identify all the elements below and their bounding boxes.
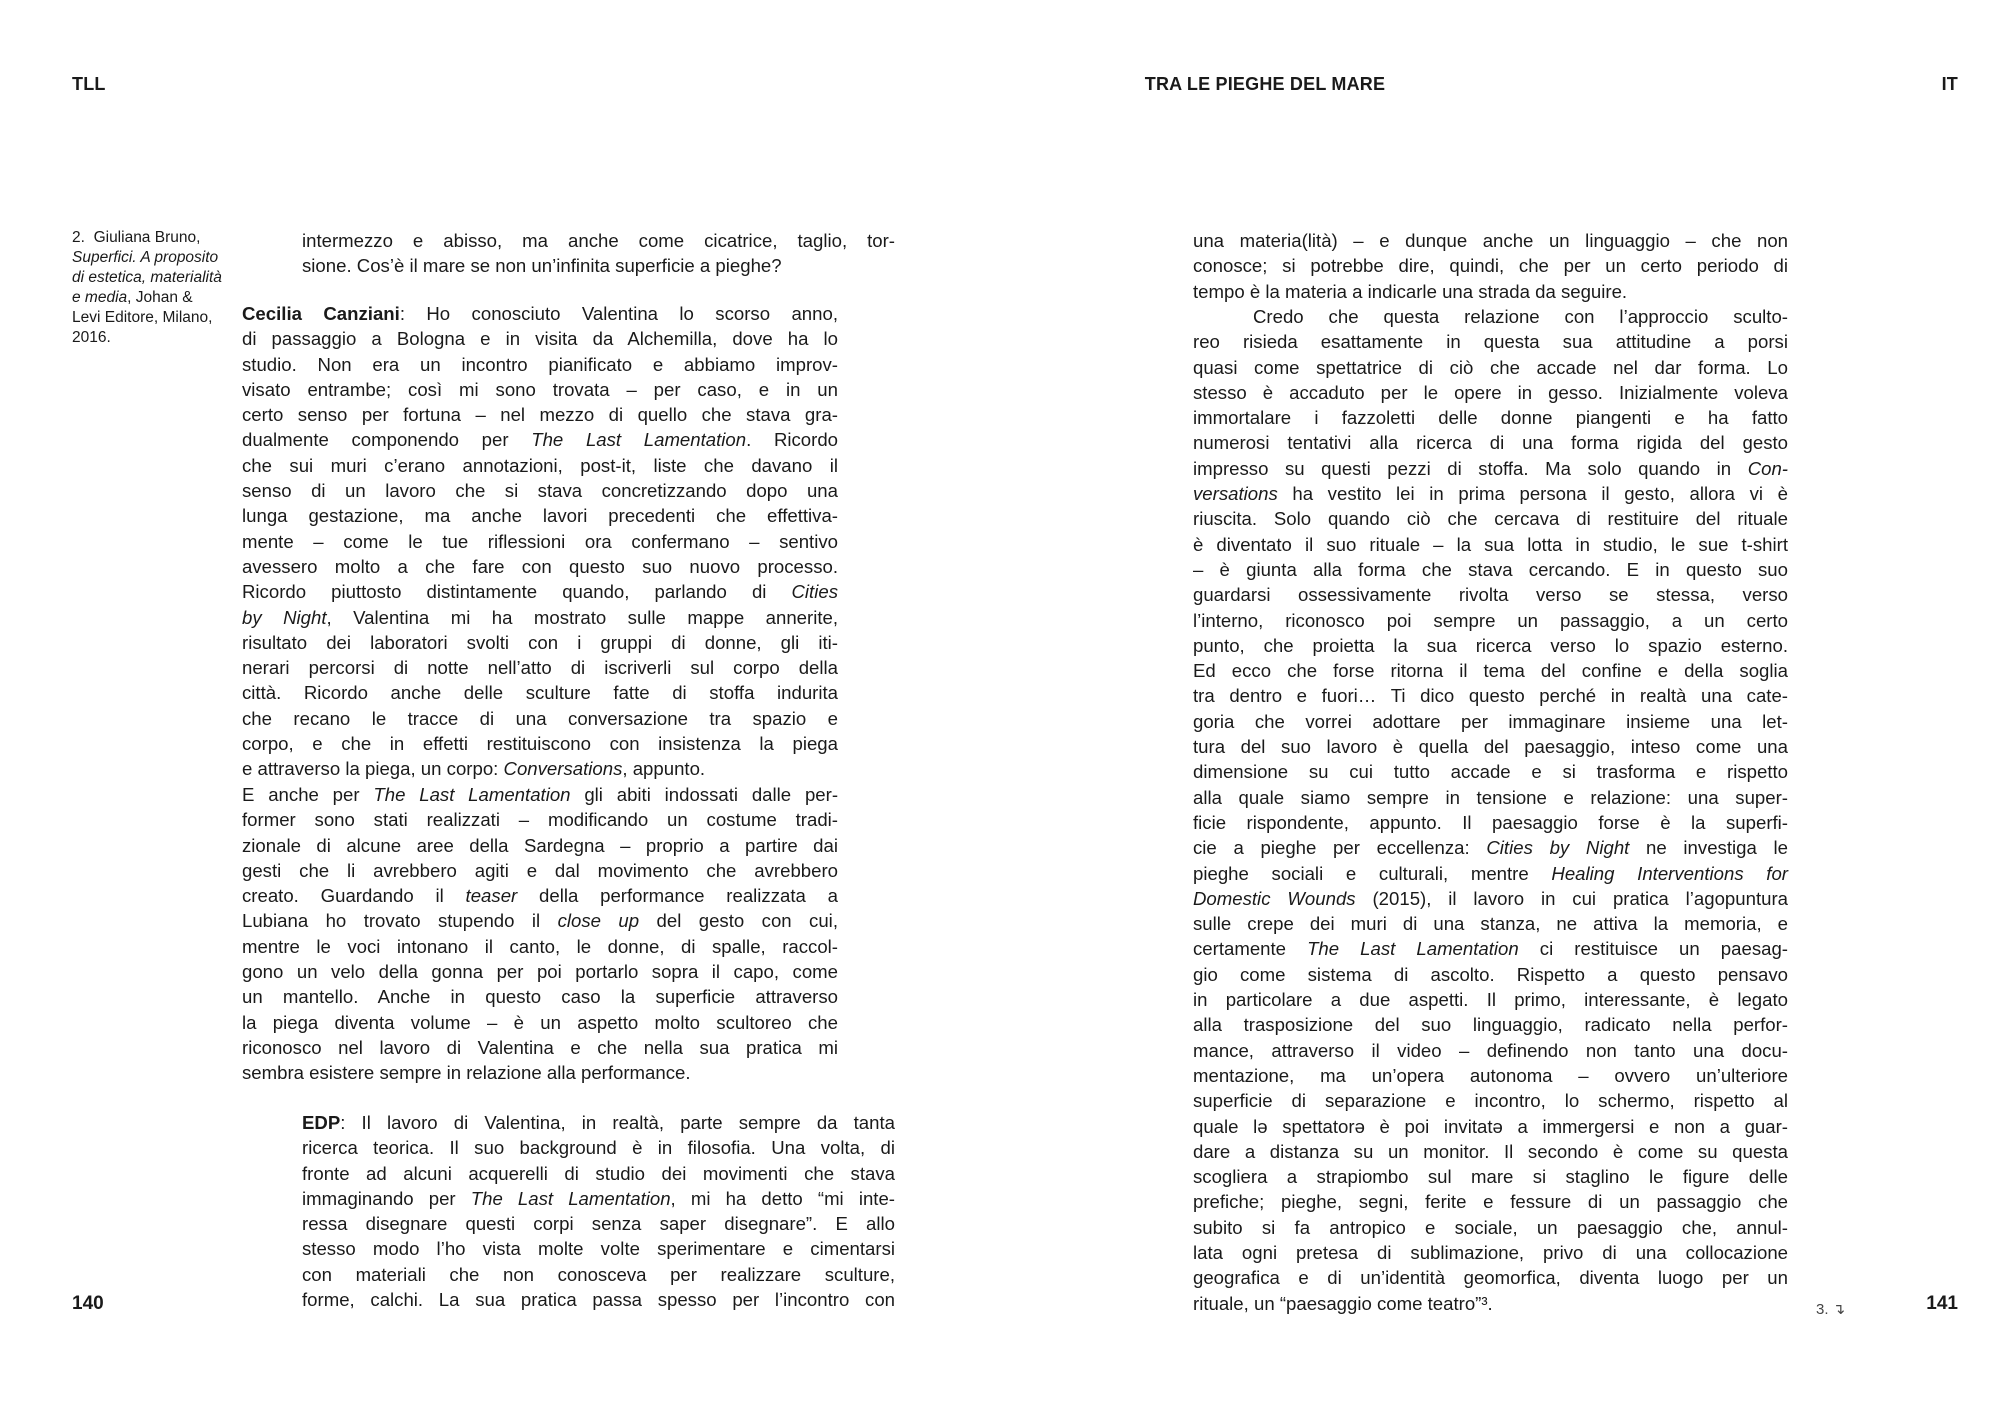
text-line xyxy=(242,807,838,832)
text-line xyxy=(1193,608,1788,633)
italic-title: Domestic Wounds xyxy=(1193,887,1356,909)
text-run: : Il lavoro di Valentina, in realtà, parte sempre da tanta xyxy=(340,1112,895,1133)
text-run: pieghe sociali e culturali, mentre xyxy=(1193,862,1552,884)
italic-title: The Last Lamentation xyxy=(1307,938,1519,960)
speaker-name: Cecilia Canziani xyxy=(242,303,400,324)
text-run: lunga gestazione, ma anche lavori precedenti che effettiva- xyxy=(242,505,838,527)
text-line xyxy=(1193,329,1788,354)
text-run: zionale di alcune aree della Sardegna – proprio a partire dai xyxy=(242,834,838,856)
text-line xyxy=(1193,633,1788,658)
text-line xyxy=(302,1236,895,1261)
text-run: intermezzo e abisso, ma anche come cicatrice, taglio, tor- xyxy=(302,230,895,251)
text-line xyxy=(1193,355,1788,380)
text-line xyxy=(1193,532,1788,557)
text-run: senso di un lavoro che si stava concretizzando dopo una xyxy=(242,480,838,502)
text-run: stesso è accaduto per le opere in gesso. Inizialmente voleva xyxy=(1193,381,1788,403)
italic-title: versations xyxy=(1193,483,1278,505)
text-line xyxy=(1193,987,1788,1012)
text-run: fronte ad alcuni acquerelli di studio dei movimenti che stava xyxy=(302,1162,895,1184)
text-line xyxy=(1193,456,1788,481)
text-line xyxy=(1193,1189,1788,1214)
text-run: dualmente componendo per xyxy=(242,429,532,451)
text-run: del gesto con cui, xyxy=(639,910,838,932)
text-run: l’interno, riconosco poi sempre un passaggio, a un certo xyxy=(1193,609,1788,631)
text-line xyxy=(1193,1038,1788,1063)
text-run: , mi ha detto “mi inte- xyxy=(670,1187,895,1209)
text-line xyxy=(1193,785,1788,810)
text-run: : Ho conosciuto Valentina lo scorso anno, xyxy=(399,303,838,324)
text-line xyxy=(1193,304,1788,329)
text-run: tra dentro e fuori… Ti dico questo perché in realtà una cate- xyxy=(1193,685,1788,707)
text-run: quale lə spettatorə è poi invitatə a immergersi e non a guar- xyxy=(1193,1115,1788,1137)
text-line xyxy=(242,782,838,807)
text-run: con materiali che non conosceva per realizzare sculture, xyxy=(302,1263,895,1285)
text-line xyxy=(1193,886,1788,911)
text-run: cie a pieghe per eccellenza: xyxy=(1193,837,1487,859)
text-line xyxy=(302,253,895,278)
text-run: è diventato il suo rituale – la sua lotta in studio, le sue t-shirt xyxy=(1193,533,1788,555)
text-line xyxy=(1193,557,1788,582)
sidenote-author: Giuliana Bruno, xyxy=(93,229,201,246)
text-run: gli abiti indossati dalle per- xyxy=(570,784,839,805)
text-run: alla quale siamo sempre in tensione e relazione: una super- xyxy=(1193,786,1788,808)
text-line xyxy=(242,731,838,756)
text-run: sione. Cos’è il mare se non un’infinita superficie a pieghe? xyxy=(302,255,782,277)
text-line xyxy=(242,1060,838,1085)
text-line xyxy=(302,1211,895,1236)
text-run: ne investiga le xyxy=(1629,837,1788,859)
text-run: , appunto. xyxy=(622,758,706,780)
text-line xyxy=(1193,228,1788,253)
italic-title: teaser xyxy=(465,885,518,907)
text-run: in particolare a due aspetti. Il primo, interessante, è legato xyxy=(1193,989,1788,1011)
text-run: sulle crepe dei muri di una stanza, ne attiva la memoria, e xyxy=(1193,913,1788,935)
text-run: la piega diventa volume – è un aspetto molto scultoreo che xyxy=(242,1011,838,1033)
text-run: quasi come spettatrice di ciò che accade nel dar forma. Lo xyxy=(1193,356,1788,378)
text-line xyxy=(1193,1012,1788,1037)
text-run: città. Ricordo anche delle sculture fatte di stoffa indurita xyxy=(242,682,838,704)
text-line xyxy=(1193,1114,1788,1139)
text-run: conosce; si potrebbe dire, quindi, che per un certo periodo di xyxy=(1193,255,1788,277)
text-run: Credo che questa relazione con l’approccio sculto- xyxy=(1253,306,1788,327)
text-line xyxy=(242,352,838,377)
text-line xyxy=(1193,759,1788,784)
text-run: , Valentina mi ha mostrato sulle mappe annerite, xyxy=(326,606,838,628)
text-run: ressa disegnare questi corpi senza saper disegnare”. E allo xyxy=(302,1213,895,1235)
text-run: – è giunta alla forma che stava cercando. E in questo suo xyxy=(1193,558,1788,580)
text-run: Lubiana ho trovato stupendo il xyxy=(242,910,558,932)
text-line xyxy=(1193,430,1788,455)
paragraph-right-1 xyxy=(1193,228,1788,304)
text-line xyxy=(1193,380,1788,405)
text-run: Ed ecco che forse ritorna il tema del confine e della soglia xyxy=(1193,660,1788,682)
text-run: (2015), il lavoro in cui pratica l’agopuntura xyxy=(1355,887,1788,909)
text-run: superficie di separazione e incontro, lo schermo, rispetto al xyxy=(1193,1090,1788,1112)
text-run: forme, calchi. La sua pratica passa spesso per l’incontro con xyxy=(302,1289,895,1311)
text-run: rituale, un “paesaggio come teatro”³. xyxy=(1193,1292,1493,1314)
text-line xyxy=(242,1035,838,1060)
text-line xyxy=(1193,253,1788,278)
paragraph-cecilia-continued xyxy=(242,782,838,1086)
text-run: mentre le voci intonano il canto, le donne, di spalle, raccol- xyxy=(242,935,838,957)
text-run: nerari percorsi di notte nell’atto di iscriverli sul corpo della xyxy=(242,657,838,679)
text-line xyxy=(1193,810,1788,835)
text-run: visato entrambe; così mi sono trovata – per caso, e in un xyxy=(242,378,838,400)
text-line xyxy=(242,984,838,1009)
text-line xyxy=(1193,405,1788,430)
text-line xyxy=(242,959,838,984)
text-line xyxy=(1193,911,1788,936)
text-run: corpo, e che in effetti restituiscono con insistenza la piega xyxy=(242,733,838,755)
text-line xyxy=(1193,658,1788,683)
text-run: impresso su questi pezzi di stoffa. Ma solo quando in xyxy=(1193,457,1748,479)
text-line xyxy=(1193,861,1788,886)
text-line xyxy=(242,579,838,604)
text-run: numerosi tentativi alla ricerca di una forma rigida del gesto xyxy=(1193,432,1788,454)
text-line xyxy=(242,655,838,680)
text-line xyxy=(242,908,838,933)
text-run: gono un velo della gonna per poi portarlo sopra il capo, come xyxy=(242,961,838,983)
text-line xyxy=(1193,709,1788,734)
text-line xyxy=(1193,582,1788,607)
italic-title: Cities by Night xyxy=(1486,837,1630,859)
text-run: riuscita. Solo quando ciò che cercava di restituire del rituale xyxy=(1193,508,1788,530)
text-line xyxy=(242,529,838,554)
italic-title: Con- xyxy=(1747,457,1788,479)
sidenote-2 xyxy=(72,228,222,348)
text-line xyxy=(302,1287,895,1312)
paragraph-cecilia xyxy=(242,301,838,782)
text-run: prefiche; pieghe, segni, ferite e fessure di un passaggio che xyxy=(1193,1191,1788,1213)
text-run: creato. Guardando il xyxy=(242,885,466,907)
italic-title: Conversations xyxy=(503,758,623,780)
text-line xyxy=(242,377,838,402)
text-line xyxy=(1193,1240,1788,1265)
text-run: gio come sistema di ascolto. Rispetto a questo pensavo xyxy=(1193,963,1788,985)
text-run: certo senso per fortuna – nel mezzo di quello che stava gra- xyxy=(242,404,838,426)
text-run: studio. Non era un incontro pianificato e abbiamo improv- xyxy=(242,353,838,375)
text-run: immortalare i fazzoletti delle donne piangenti e ha fatto xyxy=(1193,407,1788,429)
text-run: ci restituisce un paesag- xyxy=(1518,938,1788,960)
italic-title: The Last Lamentation xyxy=(470,1187,671,1209)
text-line xyxy=(242,605,838,630)
text-line xyxy=(1193,936,1788,961)
text-line xyxy=(302,1135,895,1160)
text-run: former sono stati realizzati – modificando un costume tradi- xyxy=(242,809,838,831)
text-line xyxy=(1193,279,1788,304)
text-run: lata ogni pretesa di sublimazione, privo di una collocazione xyxy=(1193,1241,1788,1263)
italic-title: The Last Lamentation xyxy=(531,429,747,451)
text-line xyxy=(1193,1139,1788,1164)
running-head-left: TLL xyxy=(72,74,106,94)
text-run: mentazione, ma un’opera autonoma – ovvero un’ulteriore xyxy=(1193,1064,1788,1086)
text-run: mente – come le tue riflessioni ora confermano – sentivo xyxy=(242,530,838,552)
text-run: dare a distanza su un monitor. Il secondo è come su questa xyxy=(1193,1140,1788,1162)
text-line xyxy=(1193,1215,1788,1240)
text-line xyxy=(242,554,838,579)
sidenote-publisher: , Johan & Levi Editore, Milano, 2016. xyxy=(72,289,213,346)
text-run: certamente xyxy=(1193,938,1308,960)
text-line xyxy=(1193,1265,1788,1290)
text-line xyxy=(242,402,838,427)
text-run: geografica e di un’identità geomorfica, diventa luogo per un xyxy=(1193,1267,1788,1289)
text-line xyxy=(242,833,838,858)
running-head-right: IT xyxy=(1941,74,1958,94)
text-line xyxy=(242,706,838,731)
text-line xyxy=(242,503,838,528)
text-line xyxy=(242,1010,838,1035)
text-line xyxy=(1193,506,1788,531)
text-run: ricerca teorica. Il suo background è in filosofia. Una volta, di xyxy=(302,1137,895,1159)
text-line xyxy=(1193,734,1788,759)
text-run: della performance realizzata a xyxy=(517,885,838,907)
paragraph-edp xyxy=(302,1110,895,1312)
text-run: un mantello. Anche in questo caso la superficie attraverso xyxy=(242,986,838,1008)
text-line xyxy=(242,630,838,655)
text-run: riconosco nel lavoro di Valentina e che nella sua pratica mi xyxy=(242,1036,838,1058)
text-run: mance, attraverso il video – definendo non tanto una docu- xyxy=(1193,1039,1788,1061)
text-line xyxy=(242,478,838,503)
text-line xyxy=(1193,481,1788,506)
text-run: immaginando per xyxy=(302,1187,471,1209)
text-line xyxy=(242,326,838,351)
text-run: tempo è la materia a indicarle una strada da seguire. xyxy=(1193,280,1628,302)
page-number-left: 140 xyxy=(72,1293,104,1314)
text-run: avessero molto a che fare con questo suo nuovo processo. xyxy=(242,555,838,577)
text-line xyxy=(1193,683,1788,708)
paragraph-right-2 xyxy=(1193,304,1788,1316)
sidenote-title: Superfici. A proposito di estetica, materialità e media xyxy=(72,249,222,306)
text-line xyxy=(302,1110,895,1135)
text-line xyxy=(302,1262,895,1287)
text-run: di passaggio a Bologna e in visita da Alchemilla, dove ha lo xyxy=(242,328,838,350)
text-line xyxy=(1193,1088,1788,1113)
text-line xyxy=(242,301,838,326)
text-run: guardarsi ossessivamente rivolta verso se stessa, verso xyxy=(1193,584,1788,606)
italic-title: The Last Lamentation xyxy=(373,784,571,805)
text-line xyxy=(1193,835,1788,860)
text-line xyxy=(1193,962,1788,987)
text-run: subito si fa antropico e sociale, un paesaggio che, annul- xyxy=(1193,1216,1788,1238)
text-run: punto, che proietta la sua ricerca verso lo spazio esterno. xyxy=(1193,634,1788,656)
page-number-right: 141 xyxy=(1926,1293,1958,1314)
text-run: . Ricordo xyxy=(746,429,839,451)
text-run: sembra esistere sempre in relazione alla performance. xyxy=(242,1062,691,1084)
text-run: tura del suo lavoro è quella del paesaggio, inteso come una xyxy=(1193,736,1788,758)
text-run: risultato dei laboratori svolti con i gruppi di donne, gli iti- xyxy=(242,631,838,653)
text-line xyxy=(242,883,838,908)
text-line xyxy=(1193,1164,1788,1189)
text-line xyxy=(242,680,838,705)
text-line xyxy=(1193,1291,1788,1316)
italic-title: Cities xyxy=(791,581,838,603)
text-line xyxy=(302,1186,895,1211)
text-line xyxy=(242,858,838,883)
italic-title: by Night xyxy=(242,606,327,628)
text-line xyxy=(242,756,838,781)
text-run: una materia(lità) – e dunque anche un linguaggio – che non xyxy=(1193,230,1788,251)
text-run: scogliera a strapiombo sul mare si staglino le figure delle xyxy=(1193,1166,1788,1188)
text-run: dimensione su cui tutto accade e si trasforma e rispetto xyxy=(1193,761,1788,783)
text-run: alla trasposizione del suo linguaggio, radicato nella perfor- xyxy=(1193,1014,1788,1036)
paragraph-intro xyxy=(302,228,895,279)
text-run: ficie rispondente, appunto. Il paesaggio forse è la superfi- xyxy=(1193,811,1788,833)
text-line xyxy=(242,427,838,452)
running-head-title: TRA LE PIEGHE DEL MARE xyxy=(1144,74,1386,94)
text-run: ha vestito lei in prima persona il gesto, allora vi è xyxy=(1277,483,1788,505)
text-line xyxy=(302,1161,895,1186)
italic-title: Healing Interventions for xyxy=(1551,862,1788,884)
sidenote-number: 2. xyxy=(72,229,85,246)
text-line xyxy=(242,453,838,478)
text-line xyxy=(302,228,895,253)
footnote-3-marker: 3. ↴ xyxy=(1816,1301,1846,1318)
text-run: e attraverso la piega, un corpo: xyxy=(242,758,504,780)
speaker-name: EDP xyxy=(302,1112,341,1133)
text-run: E anche per xyxy=(242,784,374,805)
text-run: goria che vorrei adottare per immaginare insieme una let- xyxy=(1193,710,1788,732)
text-line xyxy=(1193,1063,1788,1088)
text-run: che sui muri c’erano annotazioni, post-it, liste che davano il xyxy=(242,454,838,476)
text-run: che recano le tracce di una conversazione tra spazio e xyxy=(242,707,838,729)
text-run: reo risieda esattamente in questa sua attitudine a porsi xyxy=(1193,331,1788,353)
text-run: Ricordo piuttosto distintamente quando, parlando di xyxy=(242,581,792,603)
text-line xyxy=(242,934,838,959)
italic-title: close up xyxy=(557,910,640,932)
text-run: gesti che li avrebbero agiti e dal movimento che avrebbero xyxy=(242,859,838,881)
text-run: stesso modo l’ho vista molte volte sperimentare e cimentarsi xyxy=(302,1238,895,1260)
